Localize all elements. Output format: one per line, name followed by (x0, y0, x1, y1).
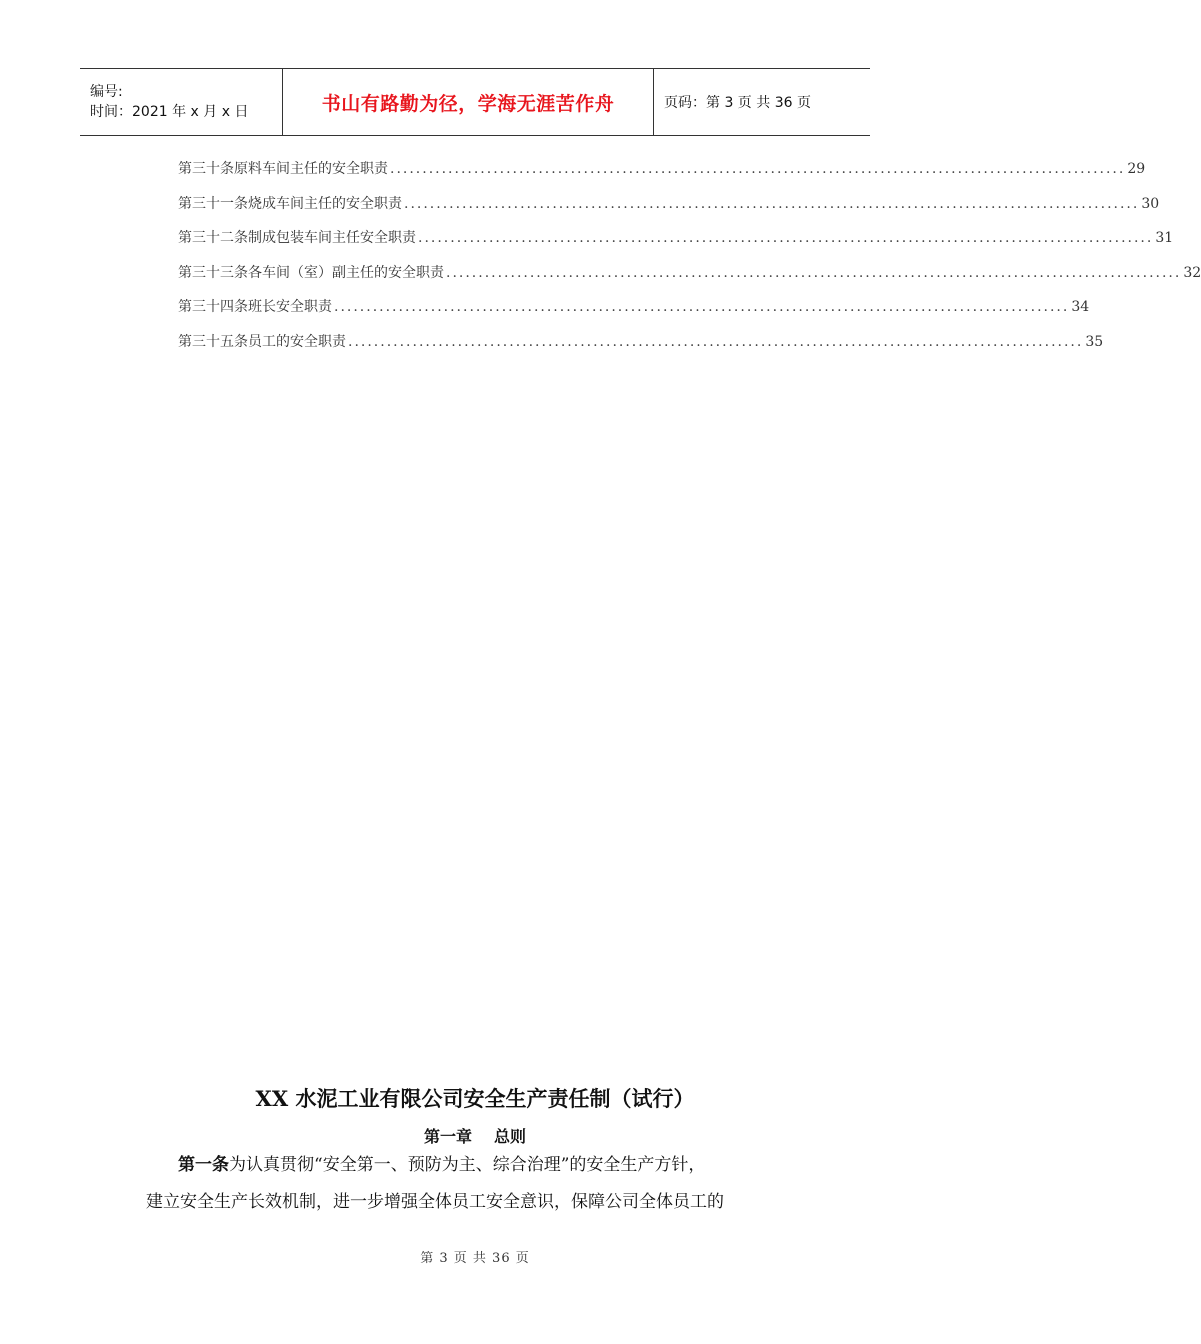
toc-entry-title: 第三十条原料车间主任的安全职责 (178, 161, 388, 177)
toc-dot-leader: .................................................................................................................. (418, 230, 1154, 247)
article-paragraph-line-1 (146, 1150, 838, 1175)
toc-entry[interactable] (178, 227, 1174, 262)
toc-dot-leader: .................................................................................................................. (334, 299, 1070, 316)
toc-entry-page: 34 (1071, 299, 1090, 316)
toc-entry[interactable] (178, 296, 1090, 331)
header-date-label: 时间：2021 年 x 月 x 日 (90, 104, 249, 120)
chapter-number: 第一章 (423, 1127, 472, 1146)
toc-entry[interactable] (178, 262, 1201, 297)
toc-dot-leader: .................................................................................................................. (446, 264, 1182, 281)
toc-entry[interactable] (178, 193, 1160, 228)
toc-entry-page: 30 (1141, 195, 1160, 212)
article-text-line-2: 建立安全生产长效机制，进一步增强全体员工安全意识，保障公司全体员工的 (146, 1192, 724, 1212)
toc-entry-title: 第三十一条烧成车间主任的安全职责 (178, 195, 402, 212)
article-text-line-1: 为认真贯彻“安全第一、预防为主、综合治理”的安全生产方针， (229, 1155, 706, 1175)
document-title: XX 水泥工业有限公司安全生产责任制（试行） (255, 1086, 695, 1111)
toc-dot-leader: .................................................................................................................. (390, 161, 1126, 177)
toc-entry-page: 35 (1085, 333, 1104, 350)
header-motto: 书山有路勤为径，学海无涯苦作舟 (282, 69, 654, 135)
header-table (80, 68, 870, 136)
toc-entry-title: 第三十五条员工的安全职责 (178, 333, 346, 350)
toc-entry[interactable] (178, 331, 1104, 366)
toc-entry-title: 第三十四条班长安全职责 (178, 299, 332, 316)
toc-entry-page: 31 (1155, 230, 1174, 247)
chapter-name: 总则 (494, 1127, 527, 1146)
toc-dot-leader: .................................................................................................................. (404, 195, 1140, 212)
page-footer: 第 3 页 共 36 页 (420, 1251, 530, 1266)
header-page-label: 页码：第 3 页 共 36 页 (664, 95, 811, 111)
toc-entry-page: 32 (1183, 264, 1201, 281)
toc-dot-leader: .................................................................................................................. (348, 333, 1084, 350)
table-of-contents (178, 158, 1201, 366)
article-label: 第一条 (178, 1155, 229, 1175)
header-number-label: 编号: (90, 84, 123, 100)
toc-entry-title: 第三十二条制成包装车间主任安全职责 (178, 230, 416, 247)
chapter-heading (0, 1124, 950, 1147)
toc-entry-title: 第三十三条各车间（室）副主任的安全职责 (178, 264, 444, 281)
toc-entry[interactable] (178, 158, 1146, 193)
toc-entry-page: 29 (1127, 161, 1146, 177)
header-meta (80, 69, 282, 135)
